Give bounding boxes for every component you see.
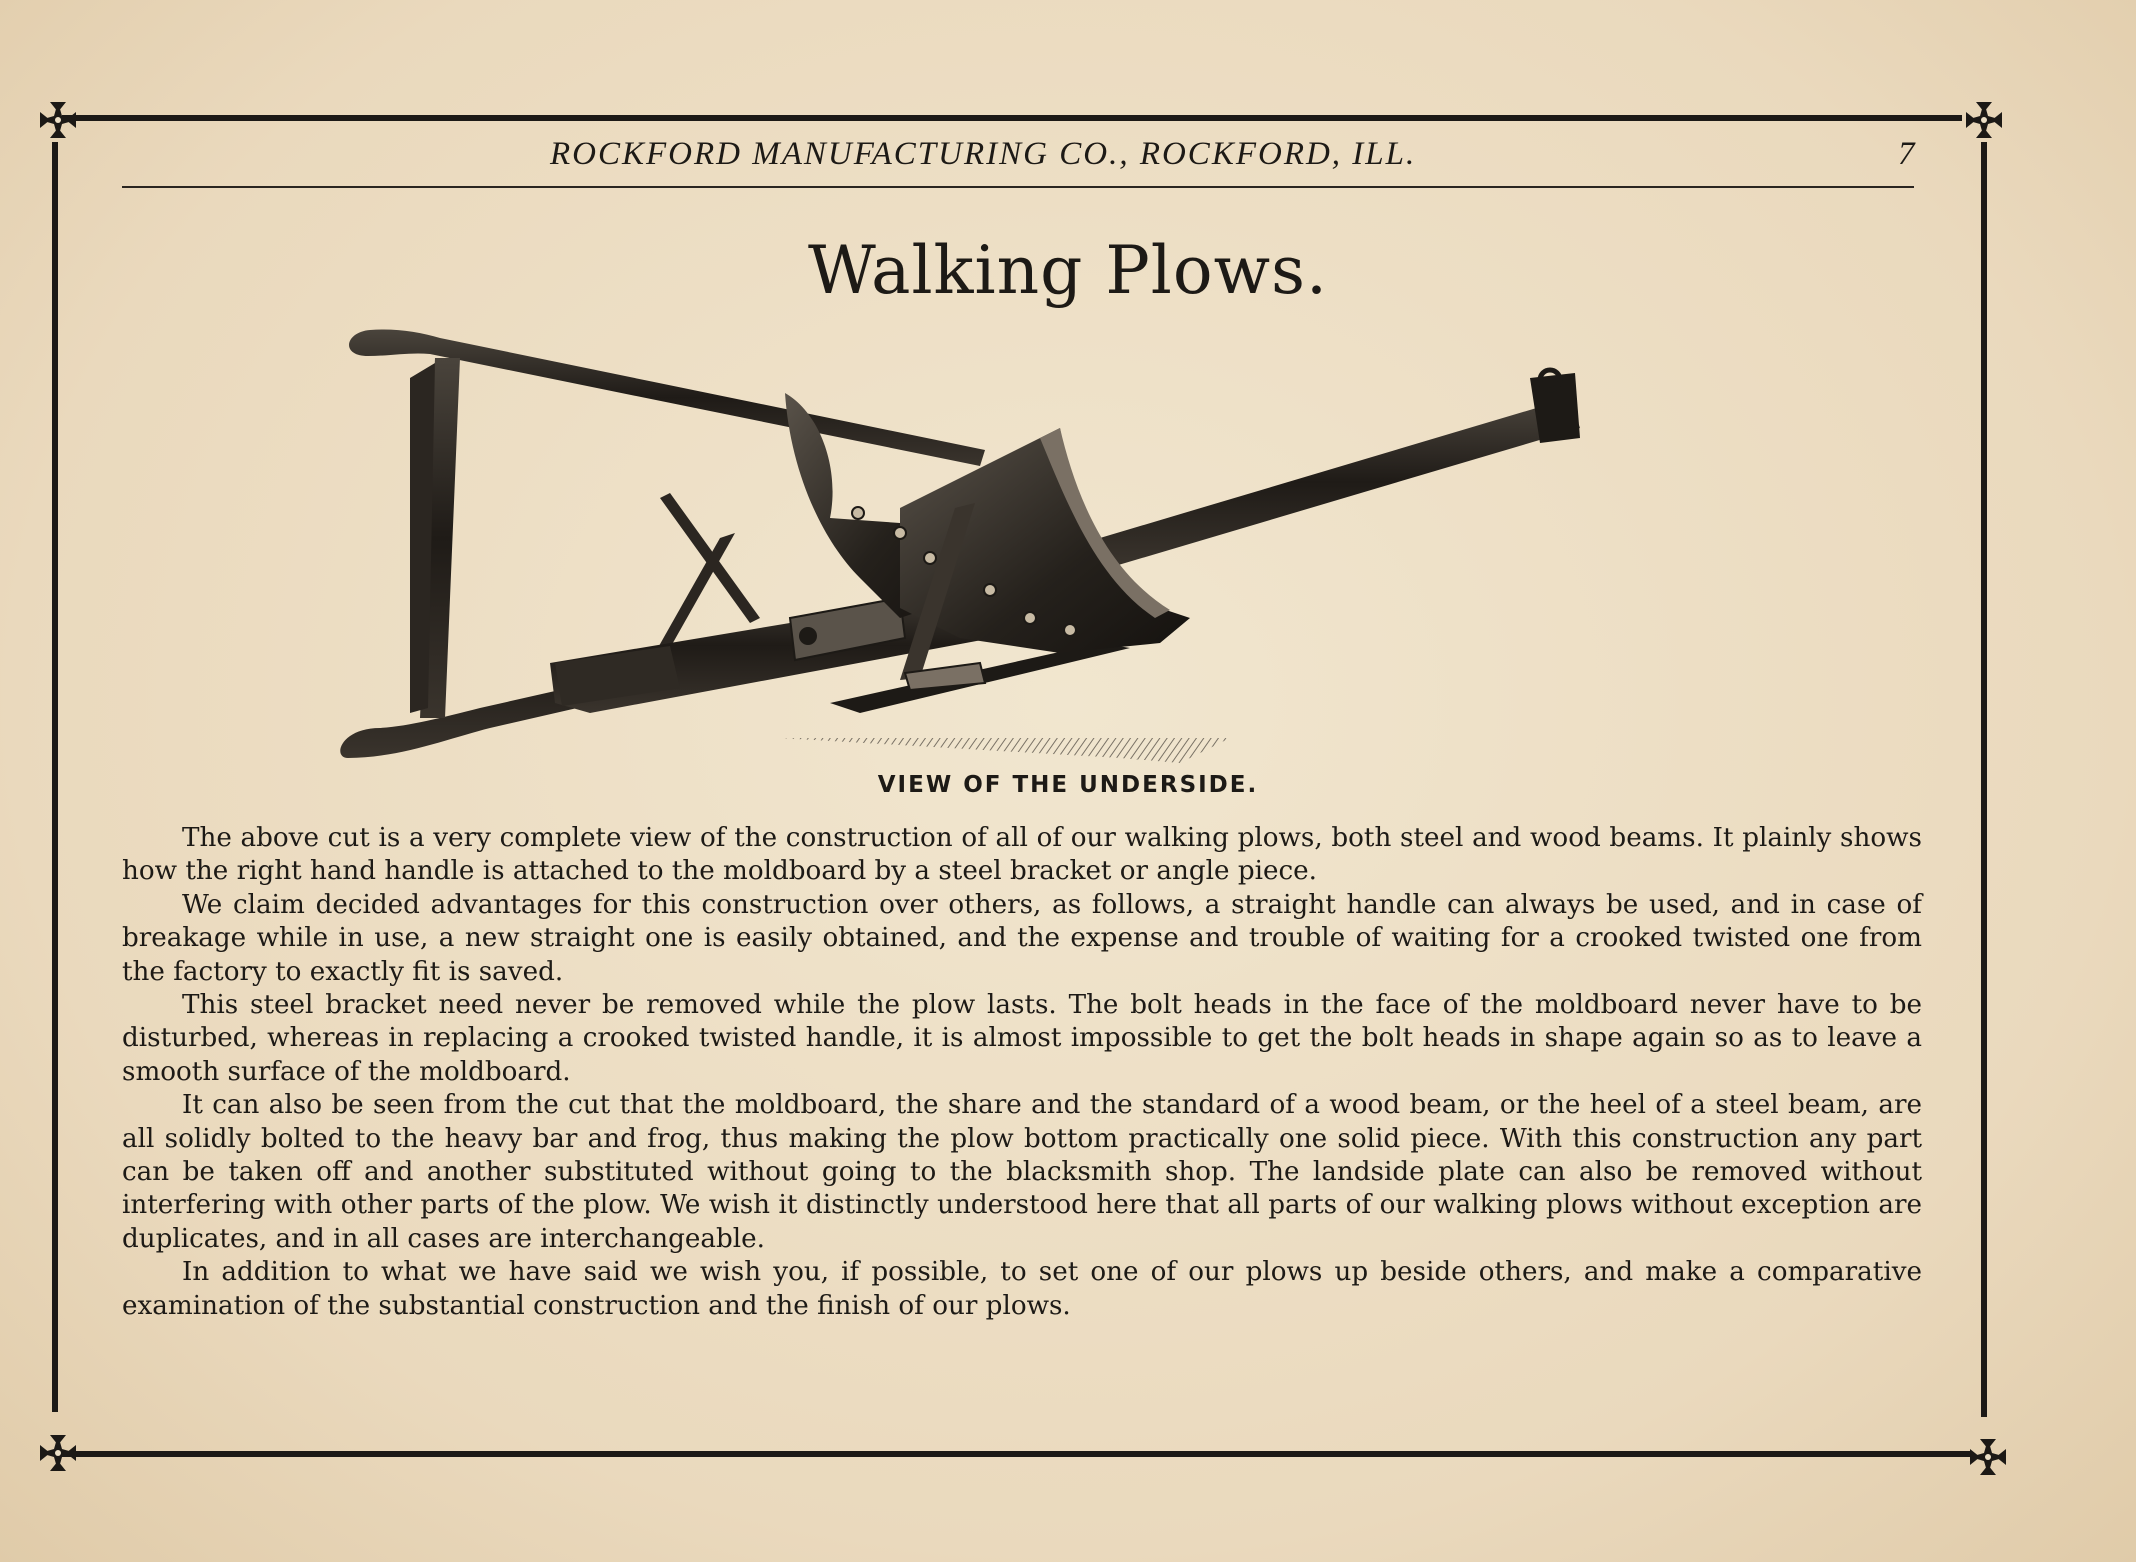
running-title: ROCKFORD MANUFACTURING CO., ROCKFORD, ILL. — [550, 136, 1417, 172]
corner-cross-ornament-icon — [1962, 98, 2006, 142]
walking-plow-illustration — [340, 318, 1590, 778]
corner-cross-ornament-icon — [36, 98, 80, 142]
border-rule-bottom — [62, 1451, 1972, 1457]
walking-plow-icon — [340, 318, 1590, 778]
corner-cross-ornament-icon — [36, 1431, 80, 1475]
paragraph: In addition to what we have said we wish you, if possible, to set one of our plows up beside others, and make a comparative examination of the substantial construction and the finish of our plows. — [122, 1257, 1922, 1321]
running-header — [120, 136, 1920, 186]
header-rule — [122, 186, 1914, 188]
page-title: Walking Plows. — [808, 232, 1328, 309]
border-rule-top — [62, 115, 1962, 121]
paragraph: The above cut is a very complete view of the construction of all of our walking plows, both steel and wood beams. It plainly shows how the right hand handle is attached to the moldboard by a steel bracket or angle piece. — [122, 823, 1922, 887]
corner-cross-ornament-icon — [1966, 1435, 2010, 1479]
page-number: 7 — [1898, 136, 1915, 172]
body-text — [122, 822, 1922, 1323]
paragraph: This steel bracket need never be removed while the plow lasts. The bolt heads in the face of the moldboard never have to be disturbed, whereas in replacing a crooked twisted handle, it is almost impossible to get the bolt heads in shape again so as to leave a smooth surface of the moldboard. — [122, 990, 1922, 1087]
figure-caption: VIEW OF THE UNDERSIDE. — [877, 772, 1259, 798]
paragraph: We claim decided advantages for this construction over others, as follows, a straight handle can always be used, and in case of breakage while in use, a new straight one is easily obtained, and the expense and trouble of waiting for a crooked twisted one from the factory to exactly fit is saved. — [122, 889, 1922, 987]
paragraph: It can also be seen from the cut that the moldboard, the share and the standard of a wood beam, or the heel of a steel beam, are all solidly bolted to the heavy bar and frog, thus making the plow bottom practically one solid piece. With this construction any part can be taken off and another substituted without going to the blacksmith shop. The landside plate can also be removed without interfering with other parts of the plow. We wish it distinctly understood here that all parts of our walking plows without exception are duplicates, and in all cases are interchangeable. — [122, 1090, 1922, 1254]
